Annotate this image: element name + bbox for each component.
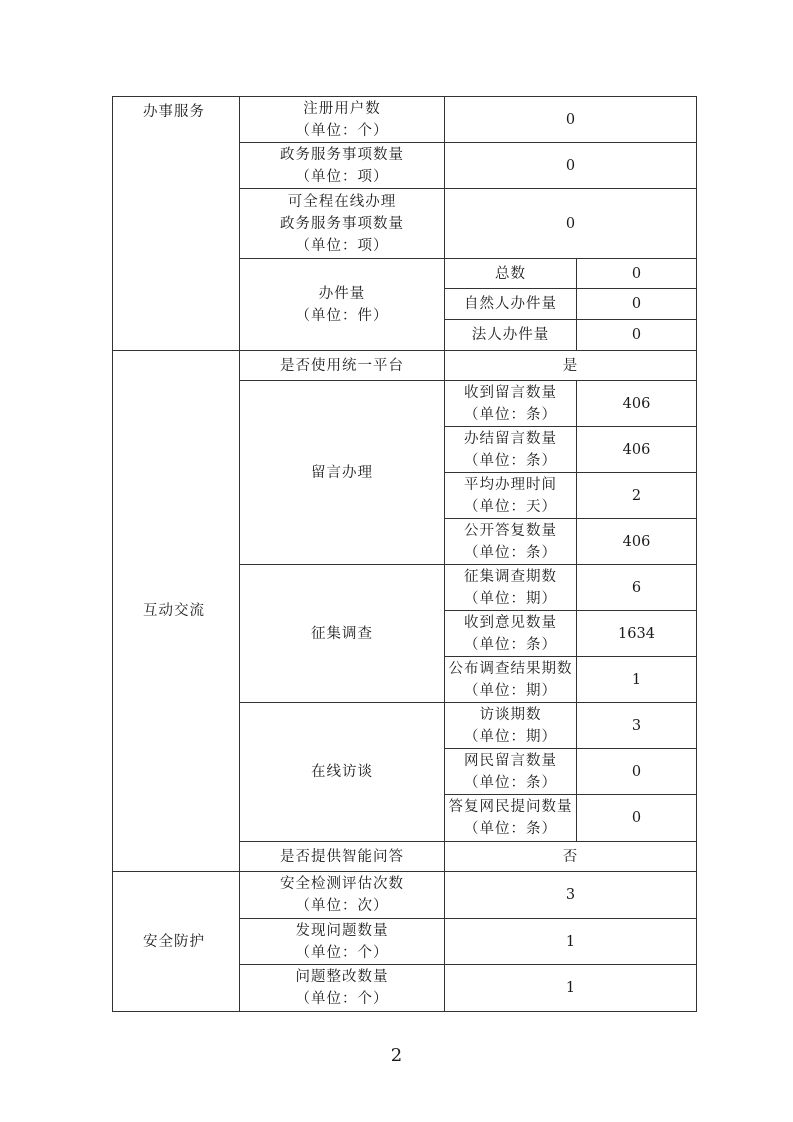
- group-label-survey: 征集调查: [240, 565, 445, 703]
- table-row: [113, 351, 697, 381]
- group-label-messages: 留言办理: [240, 381, 445, 565]
- value-cell: 0: [577, 259, 697, 289]
- row-label: [240, 872, 445, 919]
- value-cell: 0: [445, 189, 697, 259]
- label-text: 平均办理时间: [464, 476, 557, 493]
- value-cell: 3: [577, 703, 697, 749]
- label-text: 公开答复数量: [464, 522, 557, 539]
- value-cell: 1634: [577, 611, 697, 657]
- sub-label: 法人办件量: [445, 320, 577, 351]
- statistics-table: [112, 96, 697, 1012]
- unit-text: （单位：期）: [464, 682, 557, 699]
- value-cell: 是: [445, 351, 697, 381]
- page-number: 2: [390, 1045, 403, 1066]
- label-text: 办结留言数量: [464, 430, 557, 447]
- sub-label: [445, 565, 577, 611]
- unit-text: （单位：个）: [295, 991, 389, 1007]
- unit-text: （单位：期）: [464, 728, 557, 745]
- label-text: 可全程在线办理: [287, 193, 397, 210]
- row-label: [240, 189, 445, 259]
- value-cell: 0: [577, 749, 697, 795]
- sub-label: [445, 473, 577, 519]
- row-label: 是否使用统一平台: [240, 351, 445, 381]
- unit-text: （单位：个）: [295, 122, 389, 139]
- value-cell: 0: [445, 143, 697, 189]
- sub-label: [445, 427, 577, 473]
- value-cell: 406: [577, 519, 697, 565]
- label-text: 访谈期数: [479, 706, 542, 723]
- sub-label: [445, 657, 577, 703]
- unit-text: （单位：条）: [464, 452, 557, 469]
- sub-label: [445, 703, 577, 749]
- row-label: [240, 919, 445, 965]
- unit-text: （单位：项）: [295, 168, 389, 185]
- label-text: 政务服务事项数量: [280, 146, 404, 163]
- section-title-security: 安全防护: [113, 872, 240, 1012]
- value-cell: 1: [445, 919, 697, 965]
- value-cell: 3: [445, 872, 697, 919]
- row-label: [240, 97, 445, 143]
- label-text: 注册用户数: [303, 100, 381, 117]
- section-title-service: 办事服务: [113, 97, 240, 351]
- group-label-interview: 在线访谈: [240, 703, 445, 842]
- label-text: 办件量: [318, 285, 366, 302]
- value-cell: 0: [577, 320, 697, 351]
- label-text: 收到留言数量: [464, 384, 557, 401]
- label-text: 发现问题数量: [295, 922, 389, 939]
- sub-label: [445, 519, 577, 565]
- sub-label: [445, 749, 577, 795]
- value-cell: 1: [577, 657, 697, 703]
- unit-text: （单位：条）: [464, 821, 557, 837]
- unit-text: （单位：期）: [464, 590, 557, 607]
- value-cell: 6: [577, 565, 697, 611]
- unit-text: （单位：条）: [464, 636, 557, 653]
- unit-text: （单位：天）: [464, 498, 557, 515]
- label-text: 网民留言数量: [464, 752, 557, 769]
- table-row: [113, 872, 697, 919]
- value-cell: 0: [445, 97, 697, 143]
- unit-text: （单位：项）: [295, 237, 389, 254]
- row-label: [240, 259, 445, 351]
- label-text: 收到意见数量: [464, 614, 557, 631]
- unit-text: （单位：次）: [295, 898, 389, 914]
- value-cell: 否: [445, 842, 697, 872]
- table-row: [113, 97, 697, 143]
- sub-label: 自然人办件量: [445, 289, 577, 320]
- sub-label: [445, 611, 577, 657]
- unit-text: （单位：条）: [464, 544, 557, 561]
- unit-text: （单位：个）: [295, 944, 389, 961]
- unit-text: （单位：件）: [295, 307, 389, 324]
- unit-text: （单位：条）: [464, 774, 557, 791]
- unit-text: （单位：条）: [464, 406, 557, 423]
- sub-label: [445, 381, 577, 427]
- row-label: [240, 965, 445, 1012]
- label-text: 安全检测评估次数: [280, 876, 404, 892]
- row-label: [240, 143, 445, 189]
- value-cell: 406: [577, 427, 697, 473]
- row-label: 是否提供智能问答: [240, 842, 445, 872]
- value-cell: 0: [577, 289, 697, 320]
- label-text: 问题整改数量: [295, 969, 389, 985]
- value-cell: 406: [577, 381, 697, 427]
- value-cell: 1: [445, 965, 697, 1012]
- label-text: 政务服务事项数量: [280, 215, 404, 232]
- sub-label: 总数: [445, 259, 577, 289]
- value-cell: 0: [577, 795, 697, 842]
- sub-label: [445, 795, 577, 842]
- label-text: 公布调查结果期数: [448, 660, 573, 677]
- label-text: 答复网民提问数量: [448, 799, 573, 815]
- section-title-interaction: 互动交流: [113, 351, 240, 872]
- value-cell: 2: [577, 473, 697, 519]
- label-text: 征集调查期数: [464, 568, 557, 585]
